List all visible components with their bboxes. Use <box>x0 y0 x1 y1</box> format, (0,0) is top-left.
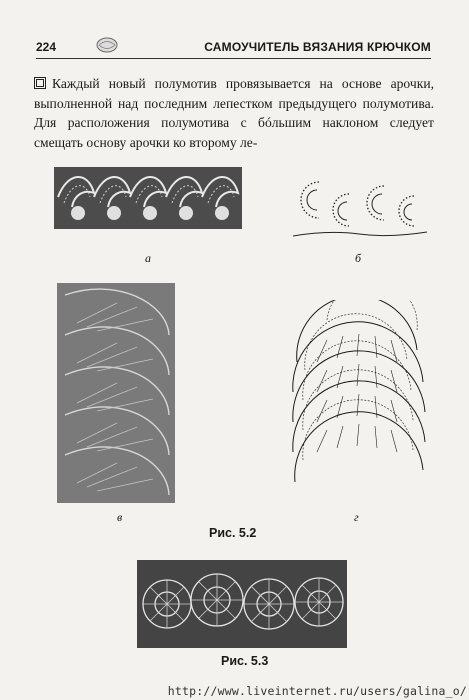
subfigure-label-a: а <box>145 251 151 265</box>
running-title: САМОУЧИТЕЛЬ ВЯЗАНИЯ КРЮЧКОМ <box>204 40 431 54</box>
page-number: 224 <box>36 40 57 54</box>
source-watermark: http://www.liveinternet.ru/users/galina_o/ <box>167 684 467 698</box>
figure-caption-5-3: Рис. 5.3 <box>221 654 269 668</box>
subfigure-label-b: б <box>355 251 362 265</box>
figure-caption-5-2: Рис. 5.2 <box>209 526 257 540</box>
subfigure-label-g: г <box>354 510 359 524</box>
subfigure-label-v: в <box>117 510 123 524</box>
figure-photo-5-3 <box>137 560 347 648</box>
paragraph-text: Каждый новый полумотив провязывается на основе арочки, выполненной над последним лепестком предыдущего полумотива. Для расположения полумотива с бóльшим наклоном следует смещать основу арочки ко второму ле- <box>34 76 434 150</box>
figure-photo-a <box>54 167 242 229</box>
page-header <box>36 40 431 59</box>
publisher-logo-icon <box>96 37 118 53</box>
checkbox-bullet-icon <box>34 77 46 89</box>
figure-diagram-g <box>287 300 435 495</box>
figure-diagram-b <box>289 172 429 242</box>
figure-photo-v <box>57 283 175 503</box>
body-paragraph <box>34 74 434 152</box>
